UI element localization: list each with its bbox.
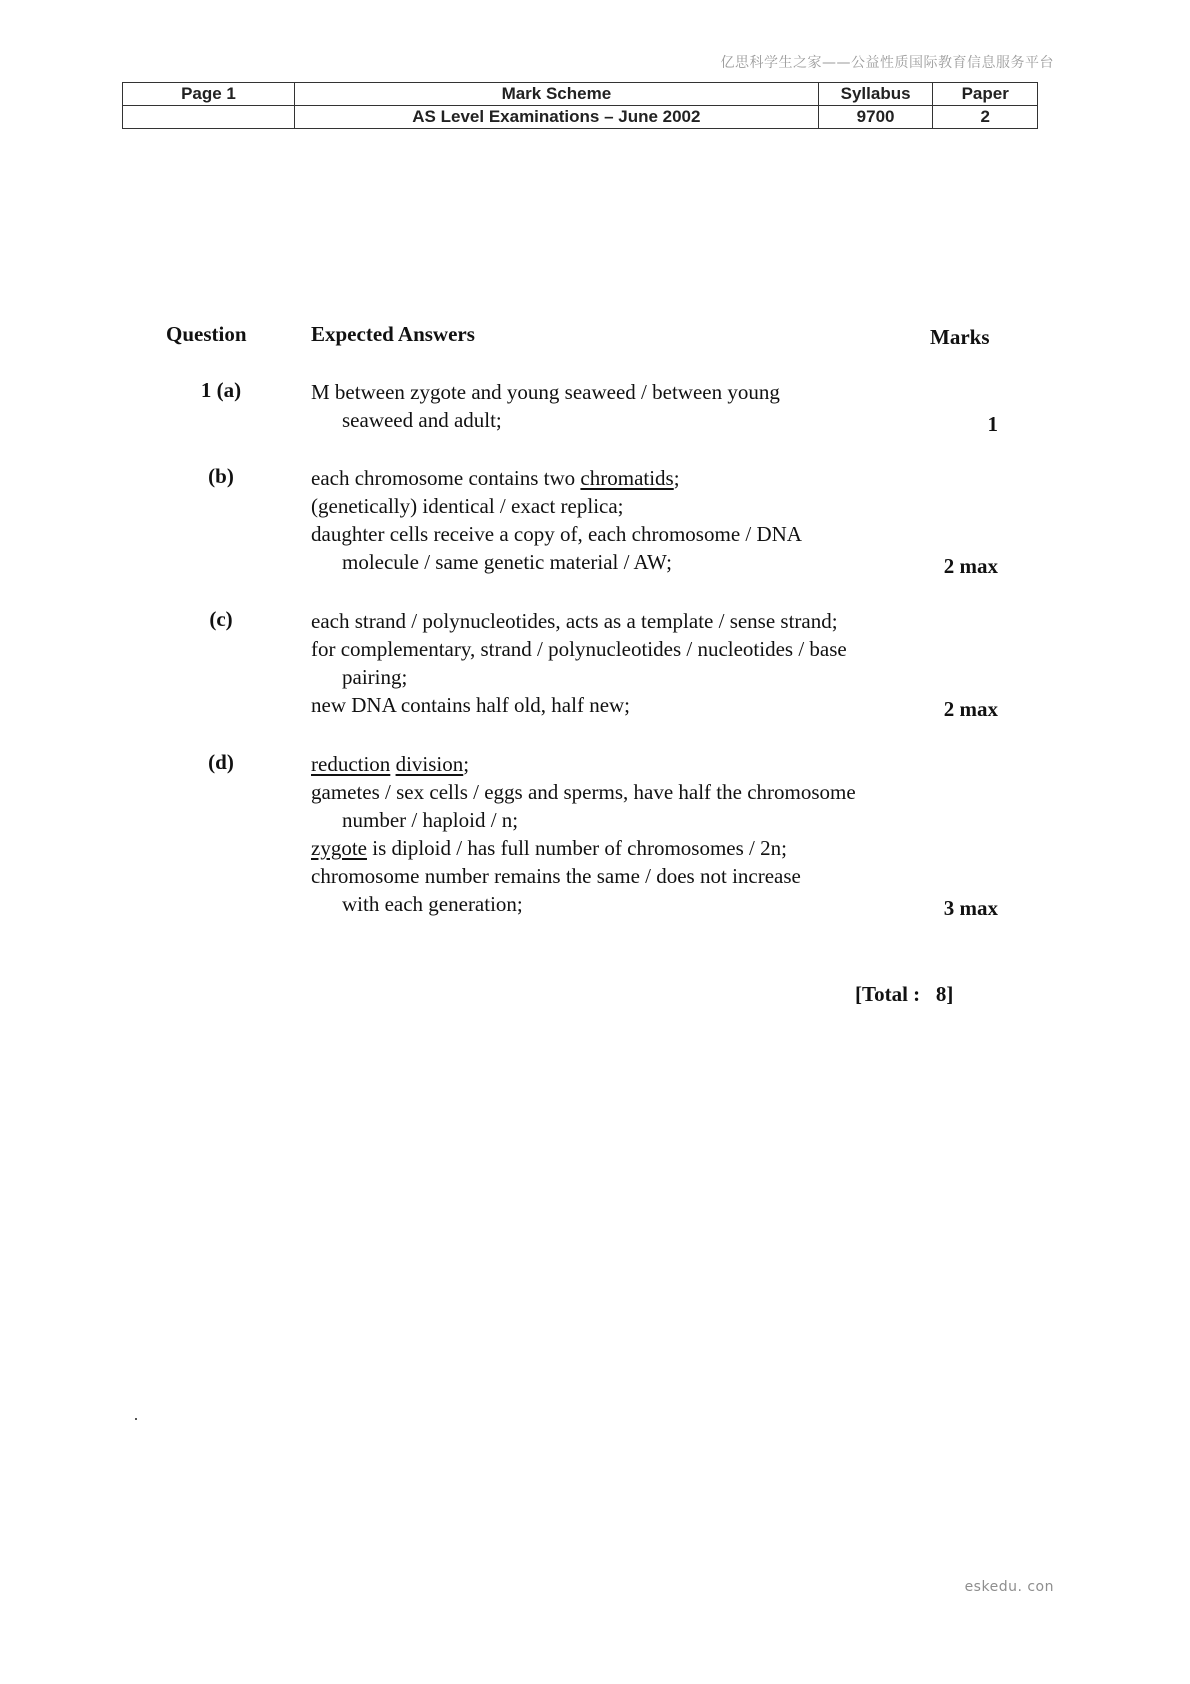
mark-1a: 1 (987, 412, 998, 436)
answer-line: daughter cells receive a copy of, each chromosome / DNA (311, 522, 802, 546)
answer-block-1c (311, 607, 951, 719)
answer-line: each strand / polynucleotides, acts as a template / sense strand; (311, 609, 838, 633)
answer-text: each chromosome contains two (311, 466, 576, 490)
header-syllabus-value: 9700 (818, 106, 933, 129)
header-table (122, 82, 1038, 129)
answer-line: new DNA contains half old, half new; (311, 693, 631, 717)
answer-block-1d (311, 750, 951, 918)
question-label-1c: (c) (209, 607, 233, 631)
answer-line: seaweed and adult; (342, 408, 502, 432)
watermark-bottom: eskedu. con (964, 1579, 1054, 1595)
answer-line: number / haploid / n; (342, 808, 519, 832)
header-page: Page 1 (123, 83, 295, 106)
answer-block-1b (311, 464, 951, 576)
column-heading-question: Question (166, 322, 247, 346)
underlined-term: chromatids (580, 466, 674, 490)
header-paper-label: Paper (933, 83, 1038, 106)
answer-line: with each generation; (342, 892, 523, 916)
header-paper-value: 2 (933, 106, 1038, 129)
question-label-1d: (d) (208, 750, 234, 774)
answer-line: chromosome number remains the same / does not increase (311, 864, 801, 888)
answer-text: ; (463, 752, 470, 776)
answer-line: for complementary, strand / polynucleotides / nucleotides / base (311, 637, 847, 661)
underlined-term: reduction (311, 752, 391, 776)
answer-line (311, 750, 951, 778)
total-marks: [Total : 8] (855, 982, 954, 1006)
mark-1b: 2 max (943, 554, 998, 578)
answer-line (311, 464, 951, 492)
answer-line: (genetically) identical / exact replica; (311, 494, 624, 518)
question-label-1b: (b) (208, 464, 234, 488)
column-heading-marks: Marks (930, 325, 990, 349)
scan-dot (135, 1418, 137, 1420)
question-label-1a: 1 (a) (200, 378, 242, 402)
answer-line: gametes / sex cells / eggs and sperms, have half the chromosome (311, 780, 856, 804)
header-exam: AS Level Examinations – June 2002 (294, 106, 818, 129)
header-title: Mark Scheme (294, 83, 818, 106)
answer-line: pairing; (342, 665, 408, 689)
answer-block-1a (311, 378, 951, 434)
mark-1c: 2 max (943, 697, 998, 721)
header-syllabus-label: Syllabus (818, 83, 933, 106)
column-heading-answers: Expected Answers (311, 322, 475, 346)
answer-line (311, 834, 951, 862)
underlined-term: zygote (311, 836, 367, 860)
answer-line: M between zygote and young seaweed / between young (311, 380, 780, 404)
answer-line: molecule / same genetic material / AW; (342, 550, 672, 574)
answer-text: is diploid / has full number of chromosomes / 2n; (366, 836, 787, 860)
header-empty-cell (123, 106, 295, 129)
watermark-top: 亿思科学生之家——公益性质国际教育信息服务平台 (720, 55, 1054, 71)
underlined-term: division (395, 752, 464, 776)
mark-1d: 3 max (943, 896, 998, 920)
answer-text: ; (673, 466, 680, 490)
